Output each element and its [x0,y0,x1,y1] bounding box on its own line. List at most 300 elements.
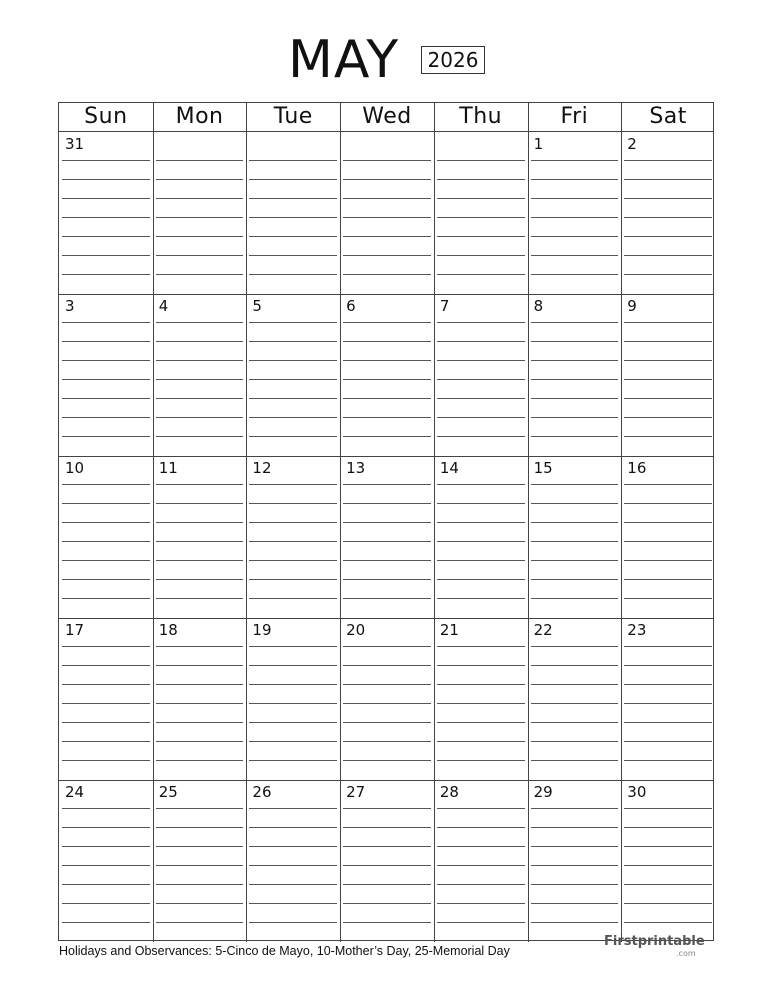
writing-line [624,665,712,666]
writing-line [249,522,337,523]
day-number: 12 [252,459,272,477]
writing-line [343,684,431,685]
writing-line [531,722,619,723]
day-number: 24 [65,783,85,801]
day-cell[interactable] [621,780,715,942]
writing-line [156,198,244,199]
writing-line [624,903,712,904]
writing-line [249,341,337,342]
writing-line [624,703,712,704]
writing-line [62,903,150,904]
writing-line [531,274,619,275]
writing-line [249,217,337,218]
writing-line [343,827,431,828]
writing-line [437,379,525,380]
writing-line [249,360,337,361]
writing-line [531,760,619,761]
writing-line [437,541,525,542]
writing-line [62,703,150,704]
writing-line [343,560,431,561]
writing-line [156,255,244,256]
writing-line [343,484,431,485]
day-number: 6 [346,297,356,315]
writing-line [624,484,712,485]
writing-line [343,541,431,542]
writing-line [531,541,619,542]
writing-line [343,436,431,437]
writing-line [624,646,712,647]
writing-line [531,236,619,237]
writing-line [437,741,525,742]
weekday-sun: Sun [84,104,128,129]
day-number: 18 [158,621,178,639]
writing-line [437,503,525,504]
writing-line [343,579,431,580]
writing-line [531,827,619,828]
writing-line [437,722,525,723]
writing-line [156,560,244,561]
writing-line [62,179,150,180]
writing-line [437,360,525,361]
writing-line [437,417,525,418]
day-cell[interactable] [246,456,340,618]
writing-line [249,846,337,847]
writing-line [531,846,619,847]
writing-line [343,703,431,704]
writing-line [531,579,619,580]
writing-line [624,179,712,180]
day-cell[interactable] [246,618,340,780]
writing-line [437,179,525,180]
writing-line [62,541,150,542]
writing-line [249,722,337,723]
writing-line [156,579,244,580]
writing-line [531,255,619,256]
month-title: MAY [288,30,400,90]
writing-line [62,760,150,761]
writing-line [156,922,244,923]
writing-line [343,503,431,504]
writing-line [62,560,150,561]
writing-line [62,503,150,504]
writing-line [437,560,525,561]
writing-line [249,560,337,561]
writing-line [249,160,337,161]
writing-line [62,884,150,885]
writing-line [624,379,712,380]
day-cell[interactable] [153,780,247,942]
writing-line [624,398,712,399]
writing-line [62,598,150,599]
day-cell[interactable] [340,780,434,942]
writing-line [531,217,619,218]
writing-line [437,579,525,580]
writing-line [62,827,150,828]
writing-line [249,236,337,237]
writing-line [531,322,619,323]
day-cell[interactable] [621,132,715,294]
writing-line [624,360,712,361]
writing-line [62,322,150,323]
writing-line [624,255,712,256]
writing-line [437,522,525,523]
writing-line [62,417,150,418]
writing-line [624,541,712,542]
writing-line [156,236,244,237]
day-cell[interactable] [621,456,715,618]
writing-line [62,522,150,523]
writing-line [249,541,337,542]
brand-logo: Firstprintable [604,934,705,949]
writing-line [624,722,712,723]
writing-line [156,322,244,323]
day-cell[interactable] [153,132,247,294]
writing-line [249,684,337,685]
writing-line [624,341,712,342]
writing-line [249,179,337,180]
writing-line [62,436,150,437]
day-number: 13 [346,459,366,477]
writing-line [624,560,712,561]
writing-line [624,865,712,866]
writing-line [249,865,337,866]
writing-line [437,865,525,866]
day-cell[interactable] [153,618,247,780]
writing-line [437,922,525,923]
writing-line [437,322,525,323]
day-number: 27 [346,783,366,801]
writing-line [343,598,431,599]
writing-line [437,398,525,399]
writing-line [156,379,244,380]
day-number: 16 [627,459,647,477]
writing-line [531,503,619,504]
writing-line [62,217,150,218]
writing-line [156,503,244,504]
day-number: 10 [65,459,85,477]
writing-line [437,846,525,847]
writing-line [531,398,619,399]
writing-line [343,255,431,256]
day-number: 25 [158,783,178,801]
day-cell[interactable] [340,456,434,618]
weekday-fri: Fri [560,104,589,129]
writing-line [624,503,712,504]
writing-line [249,884,337,885]
writing-line [156,703,244,704]
writing-line [343,646,431,647]
writing-line [249,703,337,704]
writing-line [62,341,150,342]
writing-line [343,217,431,218]
writing-line [156,903,244,904]
writing-line [62,360,150,361]
writing-line [156,417,244,418]
writing-line [62,665,150,666]
writing-line [437,903,525,904]
writing-line [62,808,150,809]
writing-line [62,198,150,199]
day-number: 31 [65,135,85,153]
writing-line [437,684,525,685]
writing-line [531,360,619,361]
writing-line [343,884,431,885]
writing-line [156,865,244,866]
writing-line [249,903,337,904]
writing-line [624,198,712,199]
day-cell[interactable] [434,294,528,456]
day-cell[interactable] [528,780,622,942]
writing-line [531,865,619,866]
writing-line [343,760,431,761]
writing-line [531,884,619,885]
writing-line [624,522,712,523]
writing-line [343,341,431,342]
day-cell[interactable] [59,618,153,780]
writing-line [531,646,619,647]
day-cell[interactable] [340,132,434,294]
writing-line [437,217,525,218]
writing-line [249,398,337,399]
writing-line [249,579,337,580]
writing-line [531,198,619,199]
writing-line [437,236,525,237]
writing-line [249,503,337,504]
day-cell[interactable] [621,618,715,780]
writing-line [343,160,431,161]
day-number: 30 [627,783,647,801]
writing-line [62,741,150,742]
day-number: 28 [439,783,459,801]
writing-line [62,865,150,866]
writing-line [343,360,431,361]
writing-line [343,274,431,275]
day-number: 19 [252,621,272,639]
writing-line [624,598,712,599]
day-cell[interactable] [434,780,528,942]
day-number: 11 [158,459,178,477]
writing-line [343,808,431,809]
day-number: 2 [627,135,637,153]
day-number: 29 [533,783,553,801]
writing-line [437,341,525,342]
writing-line [531,598,619,599]
weekday-mon: Mon [175,104,224,129]
writing-line [624,884,712,885]
day-cell[interactable] [340,618,434,780]
day-cell[interactable] [246,132,340,294]
writing-line [249,808,337,809]
writing-line [343,198,431,199]
writing-line [437,646,525,647]
writing-line [249,598,337,599]
writing-line [624,217,712,218]
day-cell[interactable] [528,618,622,780]
day-cell[interactable] [528,132,622,294]
day-number: 15 [533,459,553,477]
day-cell[interactable] [434,132,528,294]
writing-line [624,579,712,580]
writing-line [343,236,431,237]
day-number: 21 [439,621,459,639]
writing-line [156,484,244,485]
writing-line [437,884,525,885]
day-cell[interactable] [246,780,340,942]
writing-line [156,684,244,685]
weekday-tue: Tue [273,104,313,129]
writing-line [531,341,619,342]
calendar-grid [58,102,714,941]
writing-line [249,646,337,647]
day-cell[interactable] [153,456,247,618]
day-cell[interactable] [528,294,622,456]
writing-line [249,417,337,418]
day-number: 8 [533,297,544,315]
writing-line [624,274,712,275]
writing-line [156,741,244,742]
writing-line [62,484,150,485]
writing-line [437,436,525,437]
writing-line [62,579,150,580]
writing-line [156,341,244,342]
day-cell[interactable] [59,132,153,294]
writing-line [249,255,337,256]
writing-line [531,379,619,380]
writing-line [531,741,619,742]
writing-line [62,846,150,847]
writing-line [624,436,712,437]
writing-line [156,827,244,828]
holidays-note: Holidays and Observances: 5-Cinco de Mayo, 10-Mother’s Day, 25-Memorial Day [59,944,510,958]
writing-line [343,922,431,923]
writing-line [624,827,712,828]
writing-line [156,360,244,361]
day-cell[interactable] [246,294,340,456]
writing-line [156,274,244,275]
writing-line [531,560,619,561]
writing-line [156,179,244,180]
writing-line [343,522,431,523]
weekday-header-row [59,103,713,132]
writing-line [62,684,150,685]
day-cell[interactable] [59,294,153,456]
writing-line [624,922,712,923]
writing-line [624,846,712,847]
writing-line [624,417,712,418]
day-cell[interactable] [59,456,153,618]
writing-line [531,522,619,523]
writing-line [437,827,525,828]
writing-line [624,322,712,323]
writing-line [343,417,431,418]
day-cell[interactable] [340,294,434,456]
day-number: 1 [533,135,544,153]
writing-line [156,398,244,399]
writing-line [437,808,525,809]
writing-line [249,436,337,437]
day-number: 26 [252,783,272,801]
day-number: 4 [158,297,169,315]
writing-line [437,198,525,199]
writing-line [156,646,244,647]
writing-line [156,541,244,542]
writing-line [531,903,619,904]
writing-line [343,379,431,380]
writing-line [343,665,431,666]
day-number: 3 [65,297,75,315]
writing-line [624,236,712,237]
day-cell[interactable] [621,294,715,456]
day-number: 14 [439,459,459,477]
writing-line [156,522,244,523]
writing-line [249,274,337,275]
writing-line [249,484,337,485]
writing-line [531,436,619,437]
writing-line [62,922,150,923]
writing-line [249,198,337,199]
writing-line [624,160,712,161]
writing-line [624,760,712,761]
writing-line [343,722,431,723]
writing-line [437,760,525,761]
writing-line [62,646,150,647]
writing-line [156,665,244,666]
day-number: 20 [346,621,366,639]
day-cell[interactable] [434,456,528,618]
writing-line [531,160,619,161]
weekday-thu: Thu [459,104,503,129]
day-number: 22 [533,621,553,639]
writing-line [249,322,337,323]
writing-line [343,865,431,866]
writing-line [62,160,150,161]
writing-line [624,684,712,685]
day-cell[interactable] [434,618,528,780]
writing-line [531,665,619,666]
writing-line [249,741,337,742]
writing-line [531,417,619,418]
writing-line [62,255,150,256]
writing-line [156,808,244,809]
day-cell[interactable] [528,456,622,618]
writing-line [437,598,525,599]
day-number: 7 [439,297,450,315]
day-number: 9 [627,297,637,315]
writing-line [249,922,337,923]
writing-line [249,827,337,828]
writing-line [437,160,525,161]
writing-line [437,255,525,256]
writing-line [343,398,431,399]
writing-line [531,684,619,685]
writing-line [156,436,244,437]
writing-line [531,484,619,485]
writing-line [531,703,619,704]
writing-line [62,722,150,723]
brand-suffix: .com [676,949,696,958]
day-cell[interactable] [153,294,247,456]
day-cell[interactable] [59,780,153,942]
writing-line [437,484,525,485]
writing-line [62,379,150,380]
writing-line [156,760,244,761]
writing-line [624,808,712,809]
writing-line [156,722,244,723]
writing-line [343,846,431,847]
writing-line [62,398,150,399]
writing-line [343,741,431,742]
writing-line [437,274,525,275]
